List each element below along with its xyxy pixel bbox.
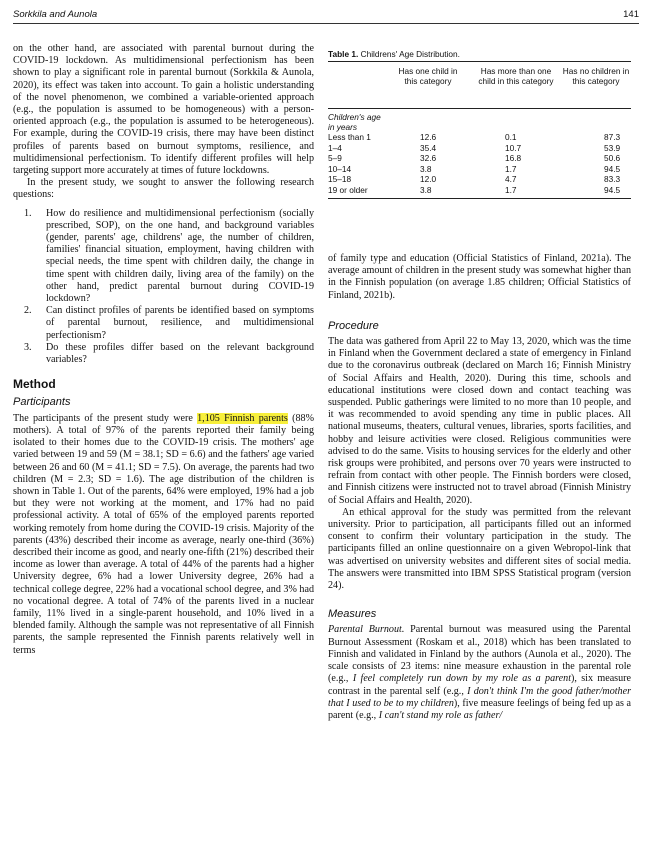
procedure-paragraph: The data was gathered from April 22 to May 13, 2020, which was the time in Finland when the Government declared a state of emergency in Finland due to the coronavirus outbreak (declared on March 16; Finnish Ministry of Social Affairs and Health, 2020). During this time, schools and educational institutions were closed down and contact teaching was suspended. Public gatherings were limited to no more than 10 people, and it was recommended to avoid spending any time in public places. All national museums, theaters, cultural venues, libraries, sports facilities, and hobby and leisure activities were closed. Religious communities were advised to do the same. Visits to housing services for the elderly and other risk groups were prohibited, and persons over 70 years were instructed to refrain from contact with other people. The Finnish borders were closed, and Finnish citizens were instructed not to travel abroad (Finnish Ministry of Social Affairs and Health, 2020). [328,336,631,506]
research-question: 3. Do these profiles differ based on the relevant background variables? [24,341,314,366]
continued-paragraph: of family type and education (Official Statistics of Finland, 2021a). The average amount of children in the present study was somewhat higher than in the Finnish population (on average 1.85 children; Official Statistics of Finland, 2021b). [328,253,631,301]
measures-heading: Measures [328,608,377,621]
page-number: 141 [623,9,639,20]
research-question: 1. How do resilience and multidimensional perfectionism (socially prescribed, SOP), on the one hand, and background variables (gender, parents' age, childrens' age, the number of children, families' financial situation, employment, having children with special needs, the time spent with children daily, the change in time spent with children daily, living area of the family) on the other hand, predict parental burnout during COVID-19 lockdown? [24,207,314,305]
col-header: Has one child in this category [398,66,458,86]
table-row: 15–18 12.0 4.7 83.3 [328,174,621,185]
col-header: Has more than one child in this category [478,66,554,86]
running-header [13,9,639,23]
table-row: 1–4 35.4 10.7 53.9 [328,142,621,153]
table-row: 10–14 3.8 1.7 94.5 [328,163,621,174]
table-caption: Table 1. Childrens' Age Distribution. [328,49,460,59]
procedure-heading: Procedure [328,319,379,332]
measures-paragraph: Parental Burnout. Parental burnout was measured using the Parental Burnout Assessment (Roskam et al., 2018) which has been translated to Finnish and validated in Finland by the authors (Aunola et al., 2020). The scale consists of 23 items: nine measure exhaustion in the parental role (e.g., I feel completely run down by my role as a parent), six measure contrast in the parental self (e.g., I don't think I'm the good father/mother that I used to be to my children), five measure feelings of being fed up as a parent (e.g., I can't stand my role as father/ [328,624,632,721]
table-row: 5–9 32.6 16.8 50.6 [328,153,621,164]
highlighted-text: 1,105 Finnish parents [197,412,288,424]
participants-paragraph: The participants of the present study were 1,105 Finnish parents (88% mothers). A total of 97% of the parents reported their family being isolated to their homes due to the COVID-19 crisis. The mothers' age varied between 19 and 59 (M = 38.1; SD = 6.6) and the fathers' age varied between 26 and 60 (M = 41.1; SD = 7.5). On average, the parents had two children (M = 2.3; SD = 1.6). The age distribution of the children is shown in Table 1. Out of the parents, 64% were employed, 19% had a job but they were not working at the moment, and 17% had no paid professional activity. A total of 65% of the employed parents reported working remotely from home during the COVID-19 crisis. Majority of the parents (43%) described their income as average, nearly one-third (36%) described their income as good, and nearly one-fifth (21%) described their income as lower than average. A total of 44% of the parents had a higher University degree, 6% had a lower University degree, 26% had a technical college degree, 22% had a vocational school degree, and 3% had no vocational degree. A total of 74% of the parents lived in a nuclear family, 11% lived in a single-parent household, and 10% lived in a blended family. Although the sample was not representative of all Finnish parents, the sample represented the Finnish parents relatively well in terms [13,412,314,656]
table-1 [328,49,631,199]
table-row: Less than 1 12.6 0.1 87.3 [328,132,621,142]
research-questions-list [13,208,314,367]
right-column [328,253,631,722]
table-header [328,62,631,108]
table-row: 19 or older 3.8 1.7 94.5 [328,184,621,195]
participants-heading: Participants [13,396,71,409]
research-questions-intro: In the present study, we sought to answer the following research questions: [13,177,314,201]
row-header: Children's age in years [328,112,381,132]
research-question: 2. Can distinct profiles of parents be identified based on symptoms of parental burnout, resilience, and multidimensional perfectionism? [24,305,314,341]
left-column [13,43,314,657]
running-title: Sorkkila and Aunola [13,9,98,20]
method-heading: Method [13,377,56,392]
ethics-paragraph: An ethical approval for the study was permitted from the relevant university. Prior to participation, all participants filled out an informed consent to confirm their voluntary participation in the study. The participants filled an online questionnaire on a given Webropol-link that was advertised on university websites and different sites of social media. The answers were transmitted into IBM SPSS Statistical program (version 24). [328,506,631,592]
intro-paragraph: on the other hand, are associated with parental burnout during the COVID-19 lockdown. As multidimensional perfectionism has been shown to play a significant role in parental burnout (Sorkkila & Aunola, 2020), its effect was taken into account. To gain a holistic understanding of the novel phenomenon, we combined a variable-oriented approach (e.g., the population is assumed to be homogeneous) with a person-oriented approach (e.g., the population is assumed to be heterogeneous). For example, during the COVID-19 crisis, there may have been distinct profiles of parents based on burnout symptoms, resilience, and multidimensional perfectionism. To identify different profiles will help targeting support more accurately at times of future lockdowns. [13,43,314,177]
col-header: Has no children in this category [562,66,630,86]
header-rule [13,23,639,24]
